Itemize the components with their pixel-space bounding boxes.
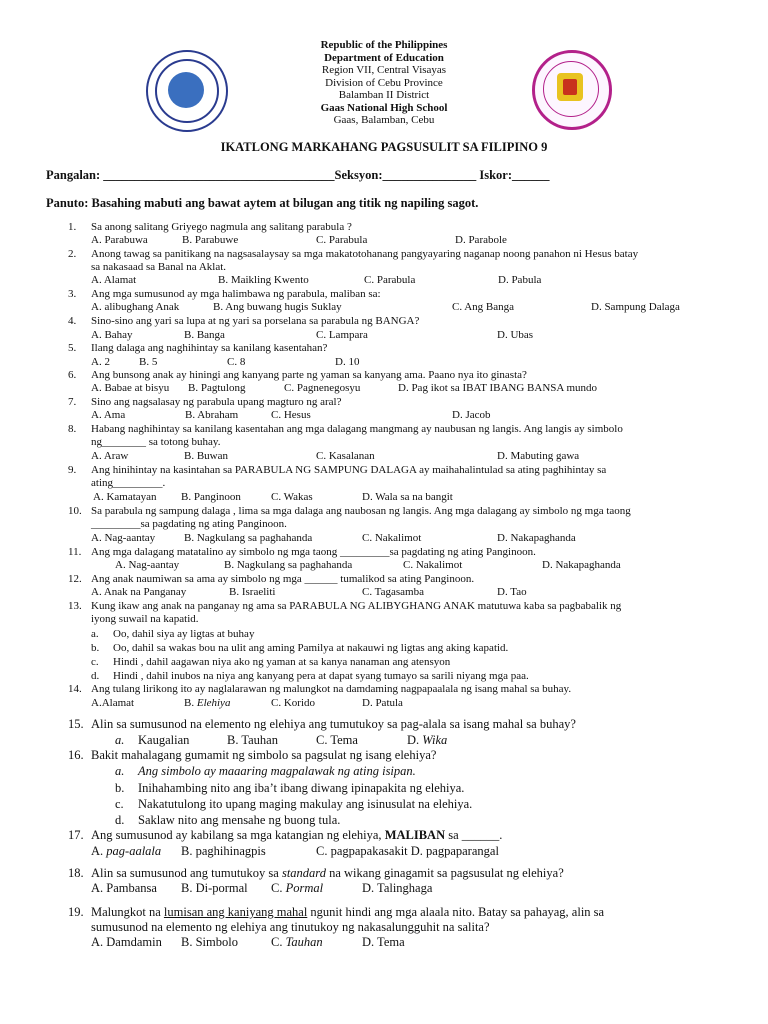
choice-c-letter: c. [115,797,124,811]
question-text [91,828,502,843]
question-number: 7. [68,396,77,408]
choice-a[interactable]: A.Alamat [91,697,135,709]
choice-a[interactable]: A. 2 [91,356,110,368]
choice-c[interactable]: C. Kasalanan [316,450,375,462]
question-text-cont: _________sa pagdating ng ating Panginoon. [91,518,287,530]
text-underlined: lumisan ang kaniyang mahal [163,905,308,919]
choice-c[interactable]: C. Hesus [271,409,311,421]
choice-a[interactable]: A. Alamat [91,274,137,286]
choice-text: Tauhan [285,935,323,949]
choice-b[interactable]: B. paghihinagpis [181,844,266,858]
choice-c[interactable]: C. Ang Banga [452,301,515,313]
choice-d[interactable]: D. Parabole [455,234,507,246]
text-emphasis: MALIBAN [384,828,446,842]
choice-text: Ang simbolo ay maaaring magpalawak ng ating isipan. [138,764,416,778]
choice-d[interactable]: D. Jacob [452,409,491,421]
choice-c[interactable] [271,935,323,950]
choice-c[interactable]: C. Parabula [364,274,416,286]
choice-b-letter: b. [91,642,100,654]
choice-text: Pormal [285,881,324,895]
choice-d[interactable]: D. Nakapaghanda [497,532,576,544]
header-line: Division of Cebu Province [325,76,443,89]
choice-c-d[interactable]: C. pagpapakasakit D. pagpaparangal [316,844,499,858]
choice-b[interactable]: B. 5 [139,356,158,368]
question-text: Sa parabula ng sampung dalaga , lima sa mga dalaga ang naubosan ng langis. Ang mga dalagang ay simbolo ng mga taong [91,505,631,517]
choice-text: pag-aalala [106,844,162,858]
question-number: 18. [68,866,84,880]
question-text: Sino ang nagsalasay ng parabula upang magturo ng aral? [91,396,342,408]
choice-d[interactable]: D. Sampung Dalaga [591,301,680,313]
choice-d[interactable]: D. Tema [362,935,405,949]
choice-b[interactable]: B. Pagtulong [188,382,246,394]
question-text [91,905,604,920]
question-number: 9. [68,464,77,476]
choice-a-letter: a. [91,628,99,640]
choice-a[interactable]: A. Nag-aantay [115,559,180,571]
question-number: 2. [68,248,77,260]
question-text: Ang hinihintay na kasintahan sa PARABULA NG SAMPUNG DALAGA ay maihahalintulad sa ating paghihintay sa [91,464,607,476]
question-text: Sa anong salitang Griyego nagmula ang salitang parabula ? [91,221,352,233]
choice-text: Wika [422,733,448,747]
choice-d[interactable]: D. Talinghaga [362,881,433,895]
choice-a[interactable]: A. Damdamin [91,935,162,949]
choice-d[interactable]: D. Pabula [498,274,542,286]
question-text-cont: ng________ sa totong buhay. [91,436,221,448]
choice-d[interactable]: D. Pag ikot sa IBAT IBANG BANSA mundo [398,382,598,394]
choice-letter: a. [115,733,125,747]
choice-a[interactable]: Oo, dahil siya ay ligtas at buhay [113,628,255,640]
instructions: Panuto: Basahing mabuti ang bawat aytem at bilugan ang titik ng napiling sagot. [46,196,479,210]
choice-b[interactable]: B. Tauhan [227,733,278,747]
question-text: Habang naghihintay sa kanilang kasentahan ang mga dalagang mangmang ay naubusan ng langis. Ang langis ay simbolo [91,423,623,435]
choice-d[interactable]: Hindi , dahil inubos na niya ang kanyang pera at dapat syang tumayo sa sarili niyang mga paa. [113,670,529,682]
question-number: 6. [68,369,77,381]
text-part: na wikang ginagamit sa pagsusulat ng elehiya? [325,866,564,880]
choice-a[interactable]: A. Anak na Panganay [91,586,187,598]
choice-c[interactable]: Nakatutulong ito upang maging makulay ang isinusulat na elehiya. [138,797,473,811]
choice-a[interactable]: A. Kamatayan [93,491,157,503]
choice-b[interactable]: B. Maikling Kwento [218,274,309,286]
text-part: Malungkot na [91,905,164,919]
choice-c[interactable]: C. Tagasamba [362,586,424,598]
choice-b[interactable]: B. Nagkulang sa paghahanda [184,532,313,544]
choice-c[interactable]: C. Tema [316,733,358,747]
question-text: Ang anak naumiwan sa ama ay simbolo ng mga ______ tumalikod sa ating Panginoon. [91,573,475,585]
choice-a[interactable]: A. Babae at bisyu [91,382,170,394]
choice-a[interactable]: A. Pambansa [91,881,157,895]
school-name: Gaas National High School [320,101,448,114]
choice-letter: A. [91,844,107,858]
choice-b[interactable]: Inihahambing nito ang iba’t ibang diwang ipinapakita ng elehiya. [138,781,465,795]
question-number: 14. [68,683,82,695]
question-number: 17. [68,828,84,842]
question-text: Ang tulang lirikong ito ay naglalarawan ng malungkot na damdaming nagpapaalala ng isang mahal sa buhay. [91,683,572,695]
question-text-cont: iyong suwail na kapatid. [91,613,199,625]
choice-d-letter: d. [115,813,125,827]
question-text-cont: sumusunod na elemento ng elehiya ang tinutukoy ng nakasalungguhit na salita? [91,920,490,934]
choice-c[interactable] [271,881,323,896]
text-part: Ang sumusunod ay kabilang sa mga katangian ng elehiya, [91,828,385,842]
question-number: 15. [68,717,84,731]
choice-d[interactable]: D. Tao [497,586,527,598]
choice-d[interactable]: D. Mabuting gawa [497,450,580,462]
question-number: 8. [68,423,77,435]
choice-b[interactable]: B. Banga [184,329,225,341]
choice-b[interactable]: B. Parabuwe [182,234,239,246]
text-part: ngunit hindi ang mga alaala nito. Batay sa pahayag, alin sa [307,905,605,919]
text-part: Alin sa sumusunod ang tumutukoy sa [91,866,282,880]
choice-c-letter: c. [91,656,99,668]
choice-a-letter [115,733,124,748]
question-number: 10. [68,505,82,517]
choice-d[interactable]: D. 10 [335,356,360,368]
choice-letter: D. [407,733,423,747]
choice-b-letter: b. [115,781,125,795]
question-number: 16. [68,748,84,762]
name-section-line: Pangalan: _____________________________________Seksyon:_______________ Iskor:______ [46,168,550,182]
choice-c[interactable]: C. Parabula [316,234,368,246]
choice-a[interactable] [91,844,161,859]
exam-title: IKATLONG MARKAHANG PAGSUSULIT SA FILIPINO 9 [220,140,548,154]
choice-c[interactable]: C. Nakalimot [362,532,422,544]
question-text: Ang mga dalagang matatalino ay simbolo ng mga taong _________sa pagdating ng ating Panginoon. [91,546,536,558]
choice-a[interactable]: A. alibughang Anak [91,301,180,313]
choice-a[interactable]: A. Nag-aantay [91,532,156,544]
choice-letter: B. [184,697,197,709]
choice-c[interactable]: C. 8 [227,356,246,368]
choice-d[interactable] [407,733,447,748]
question-number: 12. [68,573,82,585]
school-address: Gaas, Balamban, Cebu [333,114,435,126]
question-number: 11. [68,546,82,558]
choice-b[interactable]: B. Abraham [185,409,239,421]
question-number: 13. [68,600,82,612]
question-text-cont: ating_________. [91,477,166,489]
choice-b[interactable]: B. Panginoon [181,491,241,503]
choice-b[interactable]: B. Buwan [184,450,228,462]
question-text-cont: sa nakasaad sa Banal na Aklat. [91,261,227,273]
choice-a[interactable]: Kaugalian [138,733,190,747]
question-text: Sino-sino ang yari sa lupa at ng yari sa porselana sa parabula ng BANGA? [91,315,420,327]
question-text: Ang mga sumusunod ay mga halimbawa ng parabula, maliban sa: [91,288,381,300]
choice-c[interactable]: C. Pagnenegosyu [284,382,361,394]
question-text: Bakit mahalagang gumamit ng simbolo sa pagsulat ng isang elehiya? [91,748,437,762]
choice-d-letter: d. [91,670,100,682]
choice-letter: C. [271,881,286,895]
choice-letter: a. [115,764,125,778]
choice-letter: C. [271,935,286,949]
choice-text: Elehiya [196,697,231,709]
question-text: Ilang dalaga ang naghihintay sa kanilang kasentahan? [91,342,328,354]
question-text: Anong tawag sa panitikang na nagsasalaysay sa mga makatotohanang pangyayaring naganap noong panahon ni Hesus batay [91,248,639,260]
choice-c[interactable]: C. Wakas [271,491,313,503]
choice-d[interactable]: Saklaw nito ang mensahe ng buong tula. [138,813,341,827]
choice-d[interactable]: D. Ubas [497,329,534,341]
text-part: sa ______. [445,828,503,842]
question-text: Alin sa sumusunod na elemento ng elehiya ang tumutukoy sa pag-alala sa isang mahal sa buhay? [91,717,576,731]
choice-c[interactable]: C. Nakalimot [403,559,463,571]
header-line: Region VII, Central Visayas [321,64,447,76]
header-line: Balamban II District [338,89,430,101]
letterhead [0,39,768,127]
choice-a[interactable] [138,764,416,779]
choice-d[interactable]: D. Patula [362,697,403,709]
choice-c[interactable]: C. Lampara [316,329,368,341]
header-line: Department of Education [324,51,444,64]
choice-a[interactable]: A. Parabuwa [91,234,148,246]
question-text: Kung ikaw ang anak na panganay ng ama sa PARABULA NG ALIBYGHANG ANAK matutuwa kaba sa pagbabalik ng [91,600,622,612]
choice-b[interactable]: B. Israeliti [229,586,276,598]
choice-b[interactable]: B. Simbolo [181,935,238,949]
question-number: 19. [68,905,84,919]
choice-b[interactable]: B. Ang buwang hugis Suklay [213,301,342,313]
choice-b[interactable]: Oo, dahil sa wakas bou na ulit ang aming Pamilya at nakauwi ng ligtas ang aking kapatid. [113,642,509,654]
question-text: Ang bunsong anak ay hiningi ang kanyang parte ng yaman sa kanyang ama. Paano nya ito ginasta? [91,369,527,381]
choice-a[interactable]: A. Ama [91,409,126,421]
choice-d[interactable]: D. Wala sa na bangit [362,491,453,503]
choice-b[interactable] [184,697,230,710]
text-italic: standard [281,866,326,880]
choice-b[interactable]: B. Di-pormal [181,881,248,895]
choice-d[interactable]: D. Nakapaghanda [542,559,621,571]
question-number: 5. [68,342,77,354]
question-number: 4. [68,315,77,327]
choice-b[interactable]: B. Nagkulang sa paghahanda [224,559,353,571]
question-text [91,866,564,881]
choice-a-letter [115,764,124,779]
header-line: Republic of the Philippines [320,39,448,51]
choice-a[interactable]: A. Bahay [91,329,133,341]
question-number: 3. [68,288,77,300]
question-number: 1. [68,221,77,233]
choice-a[interactable]: A. Araw [91,450,129,462]
choice-c[interactable]: C. Korido [271,697,315,709]
choice-c[interactable]: Hindi , dahil aagawan niya ako ng yaman at sa kanya nanaman ang atensyon [113,656,451,668]
